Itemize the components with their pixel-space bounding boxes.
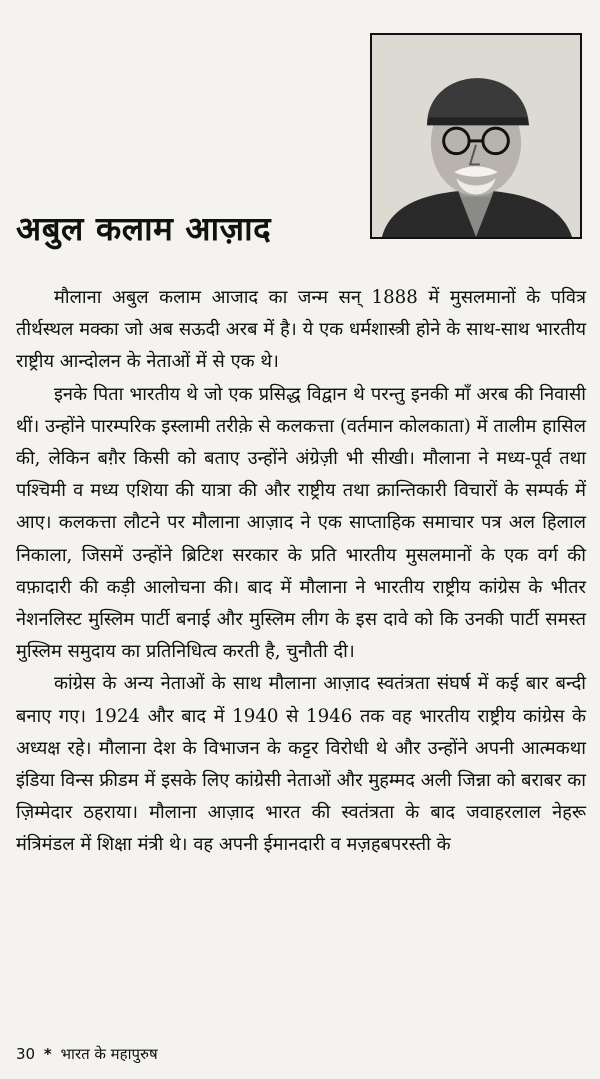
- page-footer: [16, 1044, 158, 1064]
- paragraph: इनके पिता भारतीय थे जो एक प्रसिद्ध विद्वान थे परन्तु इनकी माँ अरब की निवासी थीं। उन्होंने पारम्परिक इस्लामी तरीक़े से कलकत्ता (वर्तमान कोलकाता) में तालीम हासिल की, लेकिन बग़ैर किसी को बताए उन्होंने अंग्रेज़ी भी सीखी। मौलाना ने मध्य-पूर्व तथा पश्चिमी व मध्य एशिया की यात्रा की और राष्ट्रीय तथा क्रान्तिकारी विचारों के सम्पर्क में आए। कलकत्ता लौटने पर मौलाना आज़ाद ने एक साप्ताहिक समाचार पत्र अल हिलाल निकाला, जिसमें उन्होंने ब्रिटिश सरकार के प्रति भारतीय मुसलमानों के एक वर्ग की वफ़ादारी की कड़ी आलोचना की। बाद में मौलाना ने भारतीय राष्ट्रीय कांग्रेस के भीतर नेशनलिस्ट मुस्लिम पार्टी बनाई और मुस्लिम लीग के इस दावे को कि उनकी पार्टी समस्त मुस्लिम समुदाय का प्रतिनिधित्व करती है, चुनौती दी।: [16, 383, 586, 663]
- portrait-photo: [370, 33, 582, 239]
- article-body: [16, 282, 586, 862]
- paragraph: कांग्रेस के अन्य नेताओं के साथ मौलाना आज़ाद स्वतंत्रता संघर्ष में कई बार बन्दी बनाए गए। 1924 और बाद में 1940 से 1946 तक वह भारतीय राष्ट्रीय कांग्रेस के अध्यक्ष रहे। मौलाना देश के विभाजन के कट्टर विरोधी थे और उन्होंने अपनी आत्मकथा इंडिया विन्स फ्रीडम में इसके लिए कांग्रेसी नेताओं और मुहम्मद अली जिन्ना को बराबर का ज़िम्मेदार ठहराया। मौलाना आज़ाद भारत की स्वतंत्रता के बाद जवाहरलाल नेहरू मंत्रिमंडल में शिक्षा मंत्री थे। वह अपनी ईमानदारी व मज़हबपरस्ती के: [16, 673, 586, 856]
- portrait-illustration: [372, 35, 580, 237]
- article-title: अबुल कलाम आज़ाद: [16, 209, 272, 248]
- paragraph: मौलाना अबुल कलाम आजाद का जन्म सन् 1888 में मुसलमानों के पवित्र तीर्थस्थल मक्का जो अब सऊदी अरब में है। ये एक धर्मशास्त्री होने के साथ-साथ भारतीय राष्ट्रीय आन्दोलन के नेताओं में से एक थे।: [16, 287, 586, 373]
- book-title: भारत के महापुरुष: [60, 1045, 158, 1063]
- page-number: 30: [16, 1045, 36, 1063]
- footer-separator: *: [43, 1045, 52, 1063]
